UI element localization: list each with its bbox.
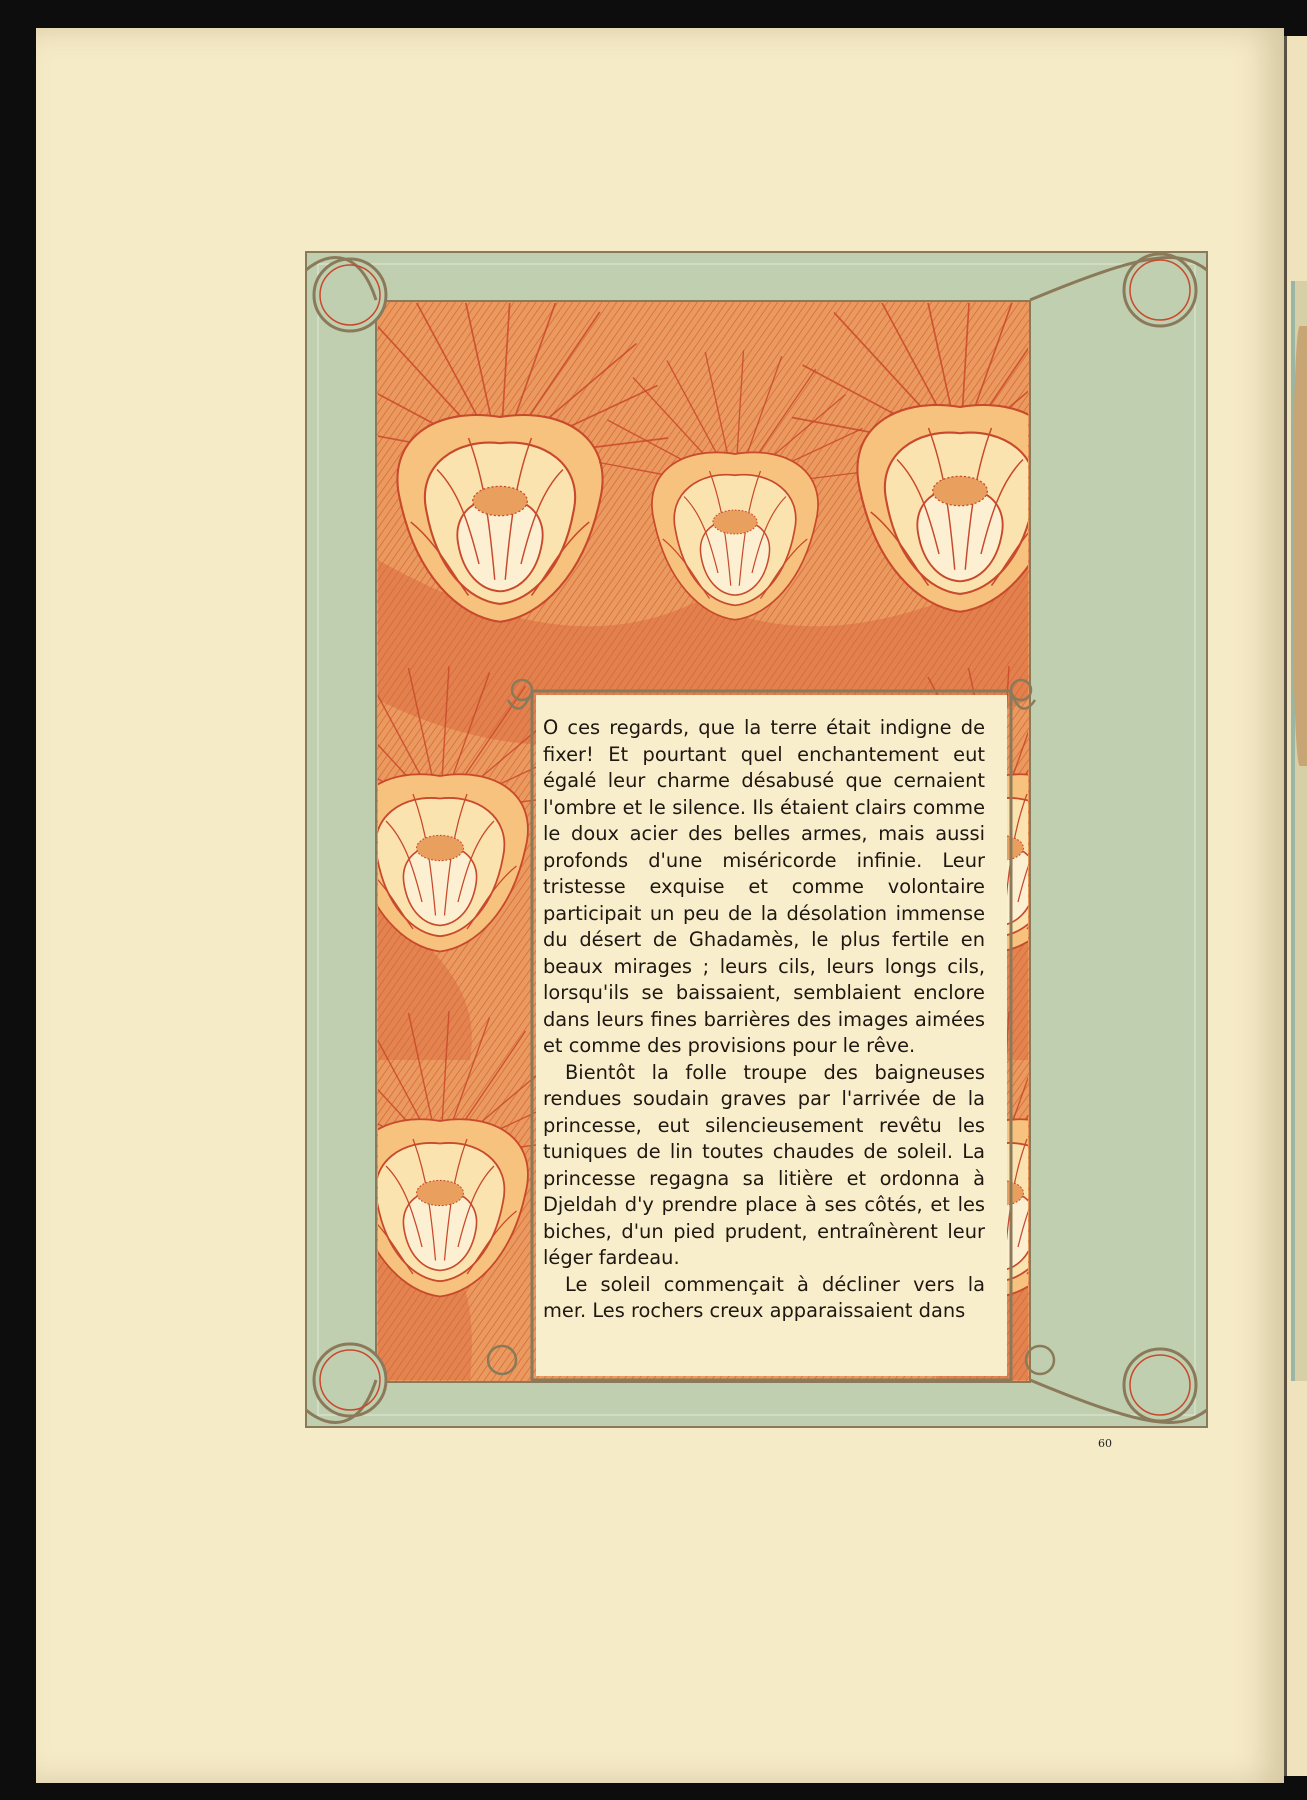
paragraph-2: Bientôt la folle troupe des baigneuses rendues soudain graves par l'arrivée de la princesse, eut silencieusement revêtu les tuniques de lin toutes chaudes de soleil. La princesse regagna sa litière et ordonna à Djeldah d'y prendre place à ses côtés, et les biches, d'un pied prudent, entraînèrent leur léger fardeau.	[543, 1060, 985, 1269]
body-text	[543, 715, 985, 1325]
paragraph-3: Le soleil commençait à décliner vers la mer. Les rochers creux apparaissaient dans	[543, 1272, 985, 1322]
page-number: 60	[1098, 1437, 1112, 1450]
paragraph-1: O ces regards, que la terre était indigne de fixer! Et pourtant quel enchantement eut égalé leur charme désabusé que cernaient l'ombre et le silence. Ils étaient clairs comme le doux acier des belles armes, mais aussi profonds d'une miséricorde infinie. Leur tristesse exquise et comme volontaire participait un peu de la désolation immense du désert de Ghadamès, le plus fertile en beaux mirages ; leurs cils, leurs longs cils, lorsqu'ils se baissaient, semblaient enclore dans leurs fines barrières des images aimées et comme des provisions pour le rêve.	[543, 716, 985, 1057]
